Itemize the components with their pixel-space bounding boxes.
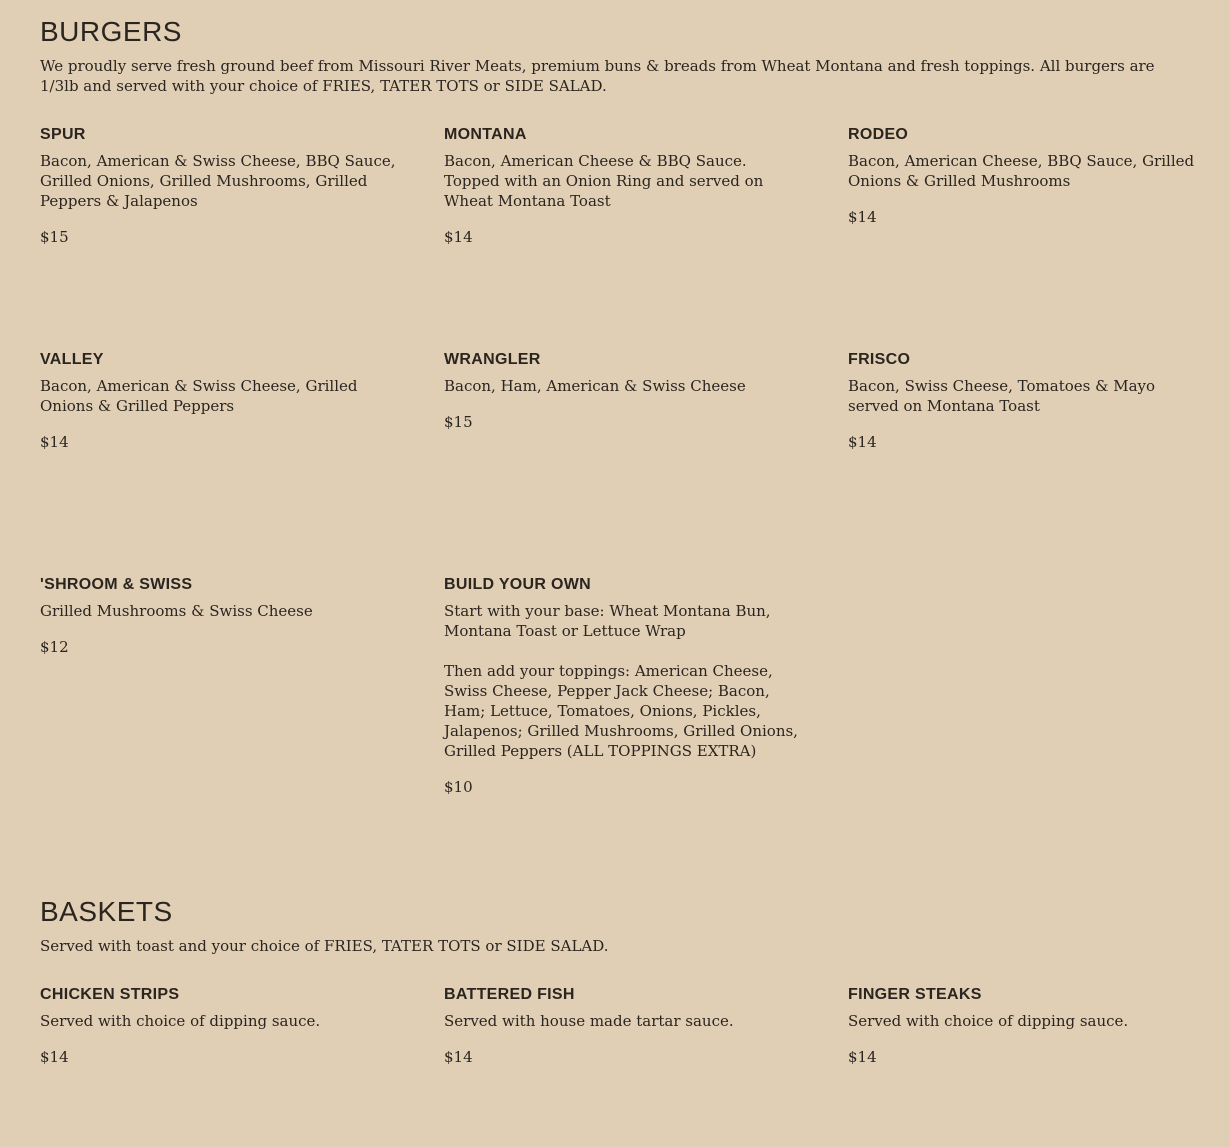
item-price: $15 [40,228,69,246]
item-name: BUILD YOUR OWN [444,576,592,593]
item-price: $14 [848,208,877,226]
item-price: $14 [848,433,877,451]
item-price: $10 [444,778,473,796]
item-description: Served with house made tartar sauce. [444,1012,734,1030]
menu-item-wrangler [444,351,804,432]
item-description: Bacon, Ham, American & Swiss Cheese [444,377,746,395]
menu-item-finger-steaks [848,986,1208,1067]
menu-item-frisco [848,351,1208,452]
item-toppings-description: Then add your toppings: American Cheese, Swiss Cheese, Pepper Jack Cheese; Bacon, Ham; Lettuce, Tomatoes, Onions, Pickles, Jalapenos; Grilled Mushrooms, Grilled Onions, Grilled Peppers (ALL TOPPINGS EXTRA) [444,662,798,760]
item-description: Bacon, American Cheese & BBQ Sauce. Topped with an Onion Ring and served on Wheat Montana Toast [444,152,764,210]
item-description: Start with your base: Wheat Montana Bun, Montana Toast or Lettuce Wrap [444,602,771,640]
item-name: CHICKEN STRIPS [40,986,180,1003]
item-price: $14 [40,433,69,451]
item-name: 'SHROOM & SWISS [40,576,193,593]
item-description: Served with choice of dipping sauce. [40,1012,321,1030]
item-price: $14 [444,228,473,246]
item-name: SPUR [40,126,86,143]
baskets-section [40,898,1200,956]
burgers-intro: We proudly serve fresh ground beef from Missouri River Meats, premium buns & breads from Wheat Montana and fresh toppings. All burgers are 1/3lb and served with your choice of FRIES, TATER TOTS or SIDE SALAD. [40,57,1155,95]
item-name: VALLEY [40,351,104,368]
item-price: $14 [40,1048,69,1066]
item-price: $14 [444,1048,473,1066]
item-name: WRANGLER [444,351,541,368]
menu-item-build-your-own [444,576,804,797]
baskets-intro: Served with toast and your choice of FRIES, TATER TOTS or SIDE SALAD. [40,937,609,955]
item-description: Bacon, American Cheese, BBQ Sauce, Grilled Onions & Grilled Mushrooms [848,152,1195,190]
item-description: Bacon, Swiss Cheese, Tomatoes & Mayo served on Montana Toast [848,377,1156,415]
item-price: $15 [444,413,473,431]
burgers-section [40,18,1200,96]
menu-item-shroom-swiss [40,576,400,657]
item-description: Bacon, American & Swiss Cheese, BBQ Sauce, Grilled Onions, Grilled Mushrooms, Grilled Peppers & Jalapenos [40,152,396,210]
burgers-title: BURGERS [40,16,182,47]
menu-item-battered-fish [444,986,804,1067]
baskets-title: BASKETS [40,896,173,927]
menu-item-chicken-strips [40,986,400,1067]
menu-item-valley [40,351,400,452]
item-name: MONTANA [444,126,527,143]
item-description: Grilled Mushrooms & Swiss Cheese [40,602,313,620]
item-name: FRISCO [848,351,911,368]
item-price: $12 [40,638,69,656]
item-name: BATTERED FISH [444,986,575,1003]
menu-item-montana [444,126,804,247]
item-price: $14 [848,1048,877,1066]
item-description: Bacon, American & Swiss Cheese, Grilled Onions & Grilled Peppers [40,377,358,415]
item-name: FINGER STEAKS [848,986,982,1003]
menu-item-rodeo [848,126,1208,227]
item-name: RODEO [848,126,909,143]
item-description: Served with choice of dipping sauce. [848,1012,1129,1030]
menu-item-spur [40,126,400,247]
